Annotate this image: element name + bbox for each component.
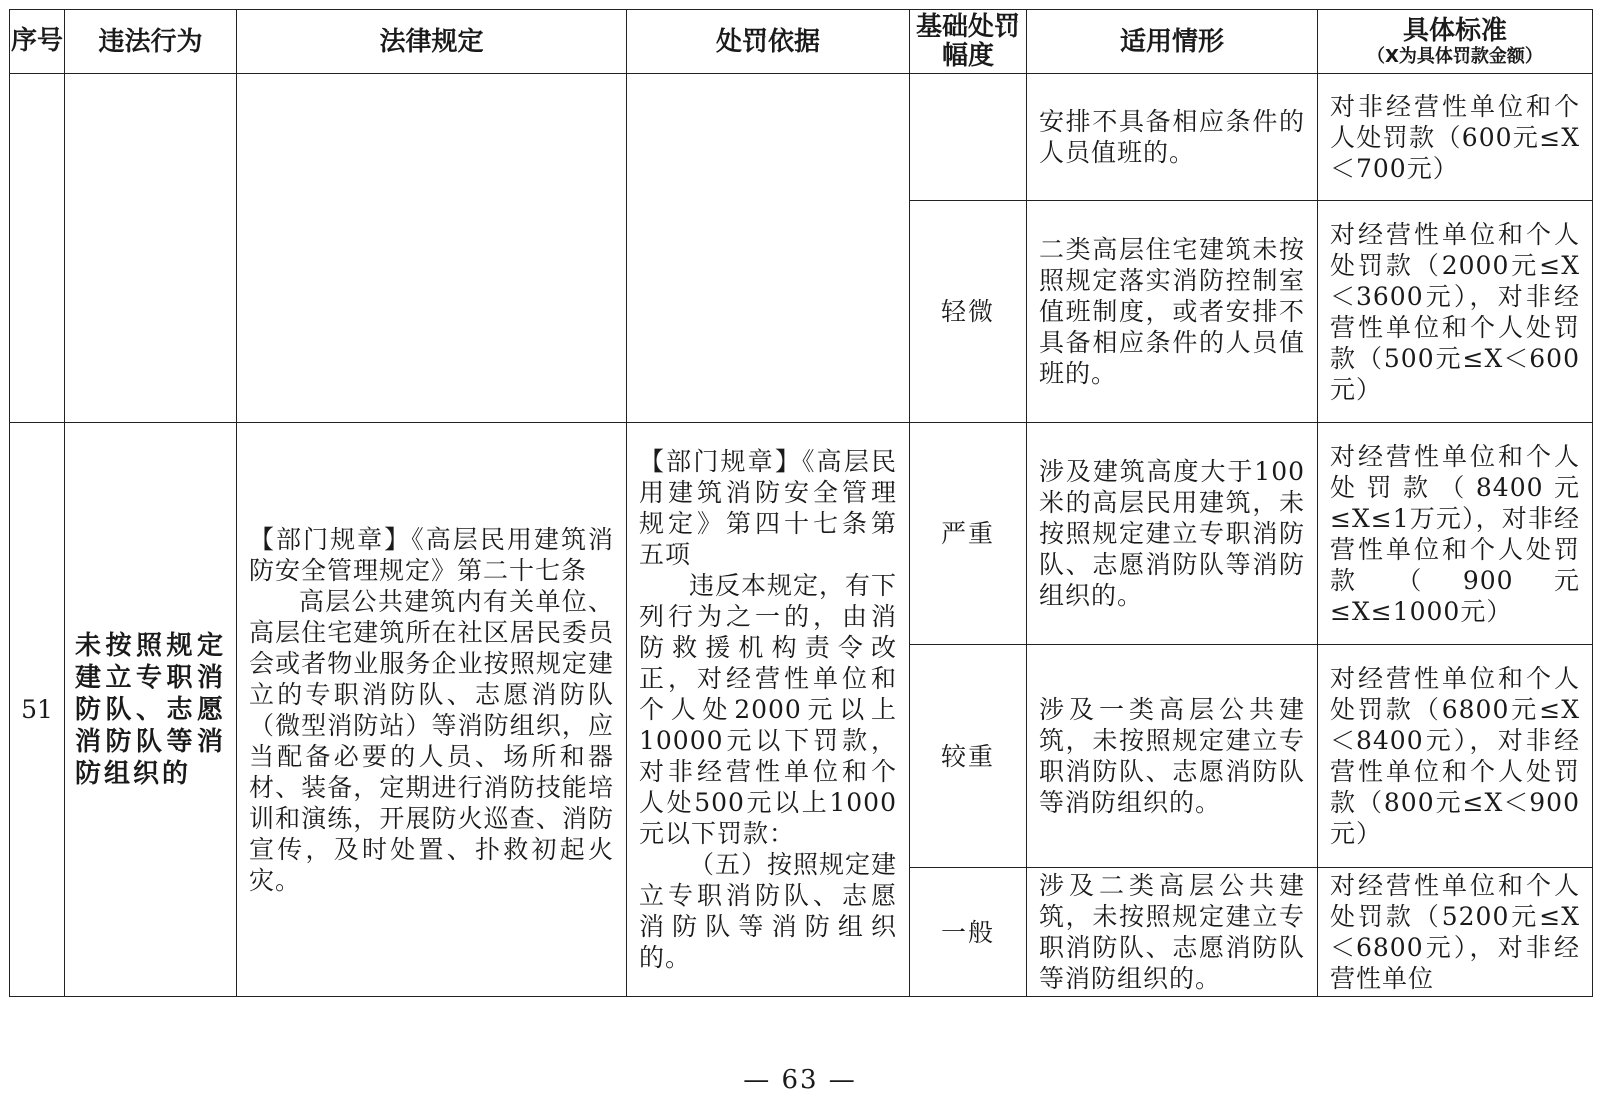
situation-cell [1027, 868, 1318, 997]
basis-title: 【部门规章】《高层民用建筑消防安全管理规定》第四十七条第五项 [639, 447, 897, 569]
level-cell [910, 645, 1027, 868]
continued-level-cell [910, 74, 1027, 201]
item-num-cell [10, 423, 65, 997]
law-body: 高层公共建筑内有关单位、高层住宅建筑所在社区居民委员会或者物业服务企业按照规定建立的专职消防队、志愿消防队（微型消防站）等消防组织，应当配备必要的人员、场所和器材、装备，定期进行消防技能培训和演练，开展防火巡查、消防宣传，及时处置、扑救初起火灾。 [249, 586, 614, 895]
basis-body: 违反本规定，有下列行为之一的，由消防救援机构责令改正，对经营性单位和个人处2000元以上10000元以下罚款，对非经营性单位和个人处500元以上1000元以下罚款： [639, 571, 898, 848]
continued-num-cell [10, 74, 65, 423]
standard-cell [1318, 423, 1593, 645]
violation-cell [65, 423, 237, 997]
page-number: — 63 — [743, 1065, 857, 1095]
level-text: 一般 [940, 917, 995, 947]
header-standard-note: （X为具体罚款金额） [1367, 45, 1543, 67]
header-situation: 适用情形 [1027, 10, 1318, 74]
standard-cell [1318, 868, 1593, 997]
situation-cell [1027, 74, 1318, 201]
header-standard-title: 具体标准 [1402, 15, 1507, 46]
law-title: 【部门规章】《高层民用建筑消防安全管理规定》第二十七条 [249, 524, 614, 585]
standard-text: 对经营性单位和个人处罚款（8400元≤X≤1万元），对非经营性单位和个人处罚款（900元≤X≤1000元） [1330, 441, 1580, 626]
table-row [10, 74, 1593, 201]
level-text: 严重 [940, 519, 995, 548]
standard-cell [1318, 645, 1593, 868]
continued-basis-cell [627, 74, 910, 423]
situation-text: 涉及一类高层公共建筑，未按照规定建立专职消防队、志愿消防队等消防组织的。 [1039, 695, 1305, 817]
level-cell [910, 868, 1027, 997]
standard-cell [1318, 74, 1593, 201]
table-header-row [10, 10, 1593, 74]
level-text: 较重 [940, 741, 995, 771]
continued-violation-cell [65, 74, 237, 423]
basis-cell [627, 423, 910, 997]
table-row [10, 423, 1593, 645]
header-violation: 违法行为 [65, 10, 237, 74]
situation-text: 安排不具备相应条件的人员值班的。 [1039, 107, 1305, 167]
item-num: 51 [21, 695, 53, 724]
situation-text: 涉及建筑高度大于100米的高层民用建筑，未按照规定建立专职消防队、志愿消防队等消防组织的。 [1039, 457, 1305, 610]
continued-law-cell [237, 74, 627, 423]
basis-text [627, 444, 909, 975]
standard-text: 对经营性单位和个人处罚款（2000元≤X＜3600元），对非经营性单位和个人处罚款（500元≤X＜600元） [1330, 219, 1580, 404]
header-law: 法律规定 [237, 10, 627, 74]
situation-cell [1027, 645, 1318, 868]
standard-text: 对非经营性单位和个人处罚款（600元≤X＜700元） [1330, 91, 1580, 183]
level-text: 轻微 [940, 297, 995, 326]
basis-item: （五）按照规定建立专职消防队、志愿消防队等消防组织的。 [639, 850, 898, 972]
level-cell [910, 423, 1027, 645]
penalty-standards-table [9, 9, 1593, 997]
situation-cell [1027, 423, 1318, 645]
header-level: 基础处罚幅度 [910, 10, 1027, 74]
situation-cell [1027, 201, 1318, 423]
situation-text: 二类高层住宅建筑未按照规定落实消防控制室值班制度，或者安排不具备相应条件的人员值班的。 [1039, 235, 1305, 388]
standard-text: 对经营性单位和个人处罚款（6800元≤X＜8400元），对非经营性单位和个人处罚款（800元≤X＜900元） [1330, 664, 1580, 848]
header-basis: 处罚依据 [627, 10, 910, 74]
level-cell [910, 201, 1027, 423]
situation-text: 涉及二类高层公共建筑，未按照规定建立专职消防队、志愿消防队等消防组织的。 [1039, 871, 1305, 993]
violation-text: 未按照规定建立专职消防队、志愿消防队等消防组织的 [75, 630, 226, 789]
standard-text: 对经营性单位和个人处罚款（5200元≤X＜6800元），对非经营性单位 [1330, 871, 1580, 993]
standard-cell [1318, 201, 1593, 423]
header-standard [1318, 10, 1593, 74]
law-cell [237, 423, 627, 997]
law-text [237, 522, 626, 898]
header-num: 序号 [10, 10, 65, 74]
